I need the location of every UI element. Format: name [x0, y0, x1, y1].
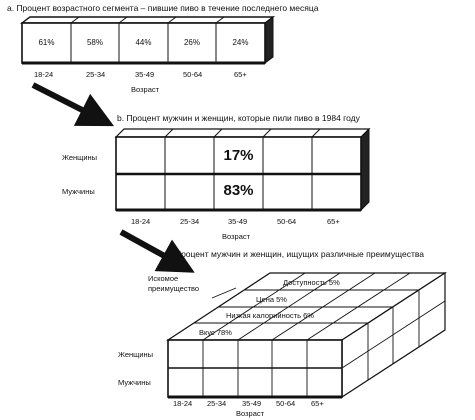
panel-c-benefit-price: Цена 5% [256, 295, 287, 304]
arrow-a-to-b [33, 85, 98, 118]
panel-c-benefit-low-calorie: Низкая калорийность 6% [226, 311, 314, 320]
panel-a-percent-18-24: 61% [38, 38, 55, 47]
panel-c-age-25-34: 25-34 [207, 399, 227, 408]
panel-c-age-65plus: 65+ [311, 399, 324, 408]
panel-b-age-50-64: 50-64 [277, 217, 297, 226]
panel-a-age-50-64: 50-64 [183, 70, 203, 79]
panel-b-row-men: Мужчины [62, 187, 95, 196]
panel-b-value-men: 83% [223, 182, 254, 199]
panel-a-age-35-49: 35-49 [135, 70, 155, 79]
panel-b-axis-label: Возраст [222, 232, 251, 241]
panel-a-age-25-34: 25-34 [86, 70, 106, 79]
panel-b-age-18-24: 18-24 [131, 217, 151, 226]
panel-c-age-18-24: 18-24 [173, 399, 193, 408]
panel-b-age-65plus: 65+ [327, 217, 340, 226]
panel-a-age-65plus: 65+ [234, 70, 247, 79]
panel-c-benefit-availability: Доступность 5% [283, 278, 340, 287]
panel-c-age-50-64: 50-64 [276, 399, 296, 408]
panel-a-age-18-24: 18-24 [34, 70, 54, 79]
panel-c-row-men: Мужчины [118, 378, 151, 387]
panel-a-percent-65plus: 24% [232, 38, 249, 47]
panel-c-axis-label: Возраст [236, 409, 265, 418]
panel-c-depth-label-line1: Искомое [148, 274, 179, 283]
panel-a-percent-25-34: 58% [86, 38, 103, 47]
panel-b-title: b. Процент мужчин и женщин, которые пили пиво в 1984 году [117, 113, 360, 123]
panel-a-title: а. Процент возрастного сегмента – пившие пиво в течение последнего месяца [7, 3, 319, 13]
panel-b-value-women: 17% [223, 147, 254, 164]
panel-b-age-25-34: 25-34 [180, 217, 200, 226]
panel-c-row-women: Женщины [118, 350, 154, 359]
panel-a-axis-label: Возраст [131, 85, 160, 94]
panel-c-depth-label-line2: преимущество [148, 284, 200, 293]
panel-c-title: с. Процент мужчин и женщин, ищущих различные преимущества [166, 249, 425, 259]
arrow-b-to-c [121, 232, 179, 264]
panel-a-percent-35-49: 44% [135, 38, 152, 47]
panel-c-benefit-taste: Вкус 78% [199, 328, 232, 337]
panel-b-row-women: Женщины [62, 153, 98, 162]
panel-b-age-35-49: 35-49 [228, 217, 248, 226]
panel-a-percent-50-64: 26% [183, 38, 200, 47]
panel-c-age-35-49: 35-49 [242, 399, 262, 408]
